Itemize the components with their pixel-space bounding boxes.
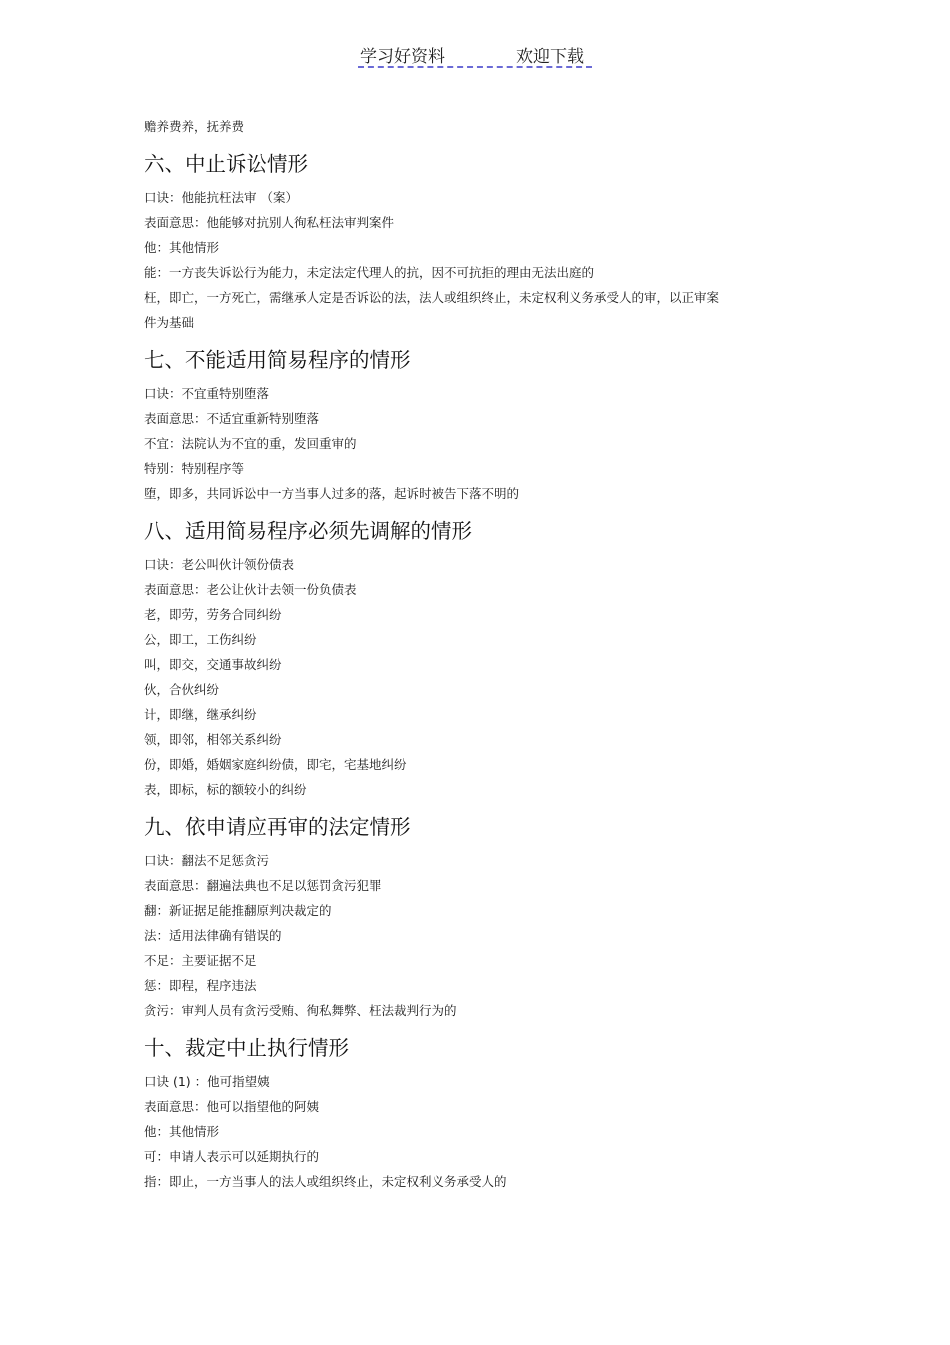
section-line: 口诀 (1) ：他可指望姨 <box>144 1074 270 1089</box>
section-8 <box>144 518 764 802</box>
section-line: 不宜：法院认为不宜的重，发回重审的 <box>144 436 357 451</box>
section-line: 表面意思：老公让伙计去领一份负债表 <box>144 582 357 597</box>
section-line: 公，即工，工伤纠纷 <box>144 632 257 647</box>
section-line: 能：一方丧失诉讼行为能力，未定法定代理人的抗，因不可抗拒的理由无法出庭的 <box>144 265 595 280</box>
section-line: 老，即劳，劳务合同纠纷 <box>144 607 282 622</box>
section-line: 叫，即交，交通事故纠纷 <box>144 657 282 672</box>
page-header <box>358 40 592 68</box>
section-line: 口诀：他能抗枉法审 （案） <box>144 190 298 205</box>
section-line: 口诀：老公叫伙计领份债表 <box>144 557 295 572</box>
section-line: 领，即邻，相邻关系纠纷 <box>144 732 282 747</box>
section-line: 可：申请人表示可以延期执行的 <box>144 1149 320 1164</box>
section-heading: 八、适用简易程序必须先调解的情形 <box>144 519 472 543</box>
section-line: 他：其他情形 <box>144 240 220 255</box>
section-line: 表面意思：翻遍法典也不足以惩罚贪污犯罪 <box>144 878 382 893</box>
section-line: 份，即婚，婚姻家庭纠纷债，即宅，宅基地纠纷 <box>144 757 407 772</box>
section-line: 表面意思：他能够对抗别人徇私枉法审判案件 <box>144 215 395 230</box>
section-line: 件为基础 <box>144 315 195 330</box>
section-line: 堕，即多，共同诉讼中一方当事人过多的落，起诉时被告下落不明的 <box>144 486 520 501</box>
section-9 <box>144 814 764 1023</box>
section-line: 翻：新证据足能推翻原判决裁定的 <box>144 903 332 918</box>
section-line: 口诀：不宜重特别堕落 <box>144 386 270 401</box>
section-10 <box>144 1035 764 1194</box>
section-line: 法：适用法律确有错误的 <box>144 928 282 943</box>
section-line: 口诀：翻法不足惩贪污 <box>144 853 270 868</box>
intro-line: 赡养费养，抚养费 <box>144 119 245 134</box>
section-line: 枉，即亡，一方死亡，需继承人定是否诉讼的法，法人或组织终止，未定权利义务承受人的审，以正审案 <box>144 290 720 305</box>
section-line: 表面意思：不适宜重新特别堕落 <box>144 411 320 426</box>
section-heading: 九、依申请应再审的法定情形 <box>144 815 411 839</box>
section-line: 指：即止，一方当事人的法人或组织终止，未定权利义务承受人的 <box>144 1174 507 1189</box>
section-heading: 六、中止诉讼情形 <box>144 152 308 176</box>
section-line: 贪污：审判人员有贪污受贿、徇私舞弊、枉法裁判行为的 <box>144 1003 457 1018</box>
header-right-text: 欢迎下载 <box>516 47 584 67</box>
section-heading: 七、不能适用简易程序的情形 <box>144 348 411 372</box>
section-line: 惩：即程，程序违法 <box>144 978 257 993</box>
section-heading: 十、裁定中止执行情形 <box>144 1036 349 1060</box>
section-line: 计，即继，继承纠纷 <box>144 707 257 722</box>
section-line: 表，即标，标的额较小的纠纷 <box>144 782 307 797</box>
section-line: 不足：主要证据不足 <box>144 953 257 968</box>
section-line: 特别：特别程序等 <box>144 461 245 476</box>
header-left-text: 学习好资料 <box>360 47 445 67</box>
section-line: 伙，合伙纠纷 <box>144 682 220 697</box>
section-line: 表面意思：他可以指望他的阿姨 <box>144 1099 320 1114</box>
section-6 <box>144 151 764 335</box>
section-7 <box>144 347 764 506</box>
section-line: 他：其他情形 <box>144 1124 220 1139</box>
document-body <box>144 114 764 1194</box>
